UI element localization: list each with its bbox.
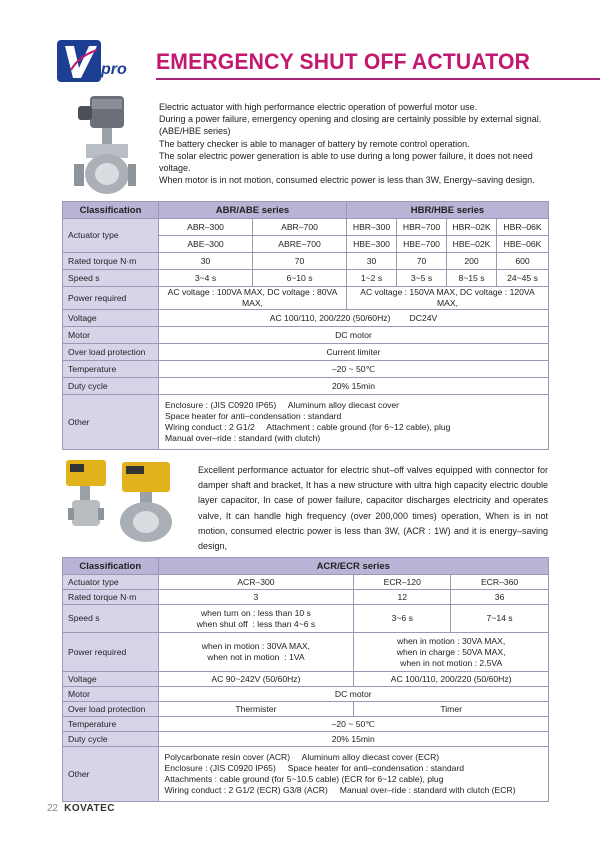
cell (158, 633, 354, 672)
cell: 6~10 s (253, 270, 347, 287)
cell: –20 ~ 50℃ (159, 361, 549, 378)
vpro-logo (57, 40, 135, 82)
row-label: Power required (63, 633, 159, 672)
page-title: EMERGENCY SHUT OFF ACTUATOR (156, 49, 531, 74)
cell: 1~2 s (347, 270, 397, 287)
intro-line: (ABE/HBE series) (159, 126, 231, 137)
row-label: Power required (63, 287, 159, 310)
table-header: ACR/ECR series (158, 558, 548, 575)
cell: AC 90~242V (50/60Hz) (158, 672, 354, 687)
cell: 3~6 s (354, 605, 451, 633)
cell: ABE–300 (159, 236, 253, 253)
intro-text (159, 101, 549, 186)
cell (158, 605, 354, 633)
power-line: when in charge : 50VA MAX, (396, 646, 506, 657)
cell: HBE–700 (397, 236, 447, 253)
cell: AC 100/110, 200/220 (50/60Hz) (354, 672, 549, 687)
row-label: Over load protection (63, 702, 159, 717)
cell: DC motor (158, 687, 548, 702)
cell: 200 (447, 253, 497, 270)
intro-line: During a power failure, emergency opening and closing are certainly possible by external signal. (159, 114, 542, 125)
cell: 36 (451, 590, 549, 605)
cell: –20 ~ 50℃ (158, 717, 548, 732)
cell: 600 (497, 253, 549, 270)
row-label: Duty cycle (63, 378, 159, 395)
cell: AC voltage : 100VA MAX, DC voltage : 80VA MAX, (159, 287, 347, 310)
page-footer (47, 803, 115, 814)
cell: ABR–300 (159, 219, 253, 236)
intro-line: Electric actuator with high performance electric operation of powerful motor use. (159, 102, 478, 112)
cell: HBR–300 (347, 219, 397, 236)
row-label: Other (63, 395, 159, 450)
title-underline (156, 78, 600, 80)
cell: Thermister (158, 702, 354, 717)
power-line: when in not motion : 2.5VA (400, 657, 503, 668)
other-line: Polycarbonate resin cover (ACR) Aluminum alloy diecast cover (ECR) (164, 752, 440, 762)
intro-line: The battery checker is able to manager of battery by remote control operation. (159, 138, 470, 149)
cell: HBR–06K (497, 219, 549, 236)
cell: 24~45 s (497, 270, 549, 287)
table-header: ABR/ABE series (159, 202, 347, 219)
cell: AC voltage : 150VA MAX, DC voltage : 120VA MAX, (347, 287, 549, 310)
acr-ecr-spec-table (62, 557, 549, 802)
row-label: Rated torque N·m (63, 590, 159, 605)
cell: 30 (347, 253, 397, 270)
other-line: Wiring conduct : 2 G1/2 Attachment : cable ground (for 6~12 cable), plug (165, 422, 451, 432)
intro-line: When motor is in not motion, consumed electric power is less than 3W, Energy–saving design. (159, 175, 535, 186)
row-label: Voltage (63, 310, 159, 327)
power-line: when in motion : 30VA MAX, (397, 635, 506, 646)
cell: 3~5 s (397, 270, 447, 287)
other-line: Manual over–ride : standard (with clutch) (165, 433, 321, 443)
cell: HBR–02K (447, 219, 497, 236)
row-label: Motor (63, 327, 159, 344)
table-header: Classification (63, 202, 159, 219)
row-label: Over load protection (63, 344, 159, 361)
cell: 70 (253, 253, 347, 270)
logo-text: pro (101, 61, 127, 78)
other-line: Enclosure : (JIS C0920 IP65) Aluminum alloy diecast cover (165, 400, 400, 410)
cell: ABR–700 (253, 219, 347, 236)
row-label: Other (63, 747, 159, 802)
cell: 70 (397, 253, 447, 270)
row-label: Rated torque N·m (63, 253, 159, 270)
cell: Timer (354, 702, 549, 717)
cell (159, 395, 549, 450)
row-label: Speed s (63, 605, 159, 633)
cell: 3 (158, 590, 354, 605)
cell: 7~14 s (451, 605, 549, 633)
power-line: when not in motion : 1VA (207, 652, 305, 662)
row-label: Temperature (63, 717, 159, 732)
intro-line: The solar electric power generation is able to use during a long power failure, it does not need voltage. (159, 150, 533, 174)
other-line: Enclosure : (JIS C0920 IP65) Space heater for anti–condensation : standard (164, 763, 465, 773)
speed-line: when turn on : less than 10 s (200, 607, 311, 618)
cell: HBE–02K (447, 236, 497, 253)
page-number: 22 (47, 803, 59, 814)
cell (354, 633, 549, 672)
actuator-valve-photo (72, 92, 136, 202)
row-label: Motor (63, 687, 159, 702)
row-label: Actuator type (63, 575, 159, 590)
cell: 20% 15min (159, 378, 549, 395)
cell: ACR–300 (158, 575, 354, 590)
cell: ECR–120 (354, 575, 451, 590)
cell: 20% 15min (158, 732, 548, 747)
row-label: Voltage (63, 672, 159, 687)
table-header: Classification (63, 558, 159, 575)
abr-hbr-spec-table (62, 201, 549, 450)
cell: 8~15 s (447, 270, 497, 287)
row-label: Actuator type (63, 219, 159, 253)
row-label: Temperature (63, 361, 159, 378)
cell: 12 (354, 590, 451, 605)
speed-line: when shut off : less than 4~6 s (196, 618, 316, 629)
cell: AC 100/110, 200/220 (50/60Hz) DC24V (159, 310, 549, 327)
cell: ECR–360 (451, 575, 549, 590)
cell: Current limiter (159, 344, 549, 361)
cell: HBE–300 (347, 236, 397, 253)
power-line: when in motion : 30VA MAX, (201, 641, 311, 651)
acr-ecr-actuator-photo (62, 456, 180, 546)
other-line: Wiring conduct : 2 G1/2 (ECR) G3/8 (ACR) Manual over–ride : standard with clutch (ECR) (164, 785, 516, 795)
cell (158, 747, 548, 802)
other-line: Space heater for anti–condensation : standard (165, 411, 342, 421)
table-header: HBR/HBE series (347, 202, 549, 219)
cell: 3~4 s (159, 270, 253, 287)
cell: ABRE–700 (253, 236, 347, 253)
cell: HBE–06K (497, 236, 549, 253)
cell: 30 (159, 253, 253, 270)
row-label: Duty cycle (63, 732, 159, 747)
acr-ecr-description: Excellent performance actuator for electric shut–off valves equipped with connector for damper shaft and bracket, It has a new structure with ultra high capacity electric double layer capacitor, In case of power failure, capacitor discharges electricity and operates valve, It can handle high frequency (over 200,000 times) operation, When is in not motion, consumed electric power is less than 3W, (ACR : 1W) and it is energy–saving design, (198, 465, 548, 552)
cell: HBR–700 (397, 219, 447, 236)
row-label: Speed s (63, 270, 159, 287)
cell: DC motor (159, 327, 549, 344)
brand-name: KOVATEC (64, 803, 116, 814)
page-header (57, 40, 547, 85)
other-line: Attachments : cable ground (for 5~10.5 cable) (ECR for 6~12 cable), plug (164, 774, 444, 784)
